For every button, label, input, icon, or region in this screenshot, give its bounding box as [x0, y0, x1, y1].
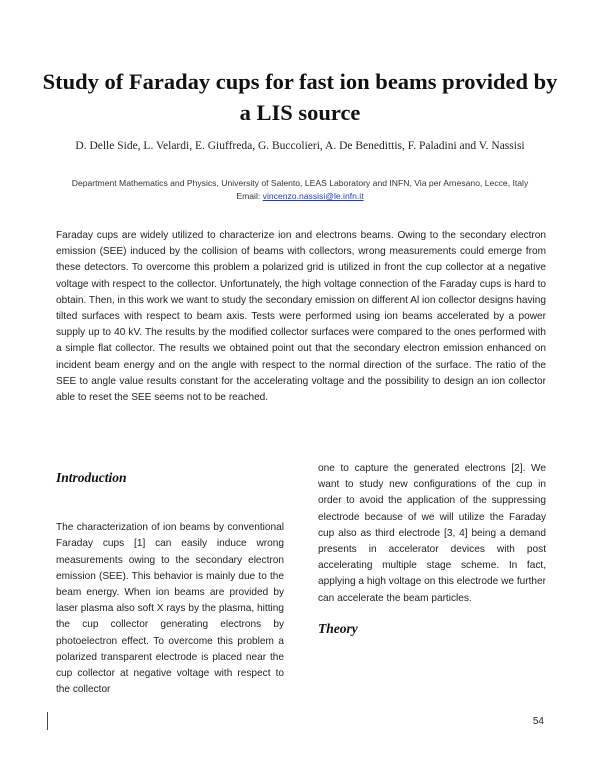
email-label: Email: — [236, 191, 261, 201]
email-line — [40, 190, 560, 203]
left-column — [56, 470, 284, 698]
introduction-heading: Introduction — [56, 470, 127, 485]
margin-bar — [47, 712, 48, 730]
paper-title: Study of Faraday cups for fast ion beams provided by a LIS source — [42, 69, 558, 125]
theory-heading: Theory — [318, 620, 358, 636]
email-link[interactable]: vincenzo.nassisi@le.infn.it — [262, 191, 364, 201]
introduction-paragraph-right: one to capture the generated electrons [2]. We want to study new configurations of the cup in order to avoid the application of the suppressing electrode because of we will utilize the Faraday cup also as third electrode [3, 4] being a demand presents in accelerator devices with post accelerating multiple stage scheme. In fact, applying a high voltage on this electrode we further can accelerate the beam particles. — [318, 463, 546, 604]
right-column — [318, 461, 546, 637]
affiliation-block — [40, 177, 560, 203]
abstract: Faraday cups are widely utilized to characterize ion and electrons beams. Owing to the secondary electron emission (SEE) induced by the collision of beams with collectors, wrong measurements could emerge from these detectors. To overcome this problem a polarized grid is utilized in front the cup collector at a negative voltage with respect to the collector. Unfortunately, the high voltage connection of the Faraday cups is hard to obtain. Then, in this work we want to study the secondary emission on different Al ion collector designs having tilted surfaces with respect to beam axis. Tests were performed using ion beams accelerated by a power supply up to 40 kV. The results by the modified collector surfaces were compared to the ones performed with a simple flat collector. The results we obtained point out that the secondary electron emission enhanced on incident beam energy and on the angle with respect to the normal direction of the surface. The ratio of the SEE to angle value results constant for the accelerating voltage and the possibility to design an ion collector able to reset the SEE seems not to be reached. — [56, 230, 547, 404]
page-number: 54 — [532, 716, 544, 727]
affiliation: Department Mathematics and Physics, University of Salento, LEAS Laboratory and INFN, Via per Arnesano, Lecce, Italy — [71, 178, 529, 188]
introduction-paragraph-left: The characterization of ion beams by conventional Faraday cups [1] can easily induce wrong measurements owing to the secondary electron emission (SEE). This behavior is mainly due to the beam energy. When ion beams are provided by laser plasma also soft X rays by the plasma, hitting the cup collector generating electrons by photoelectron effect. To overcome this problem a polarized transparent electrode is placed near the cup collector at negative voltage with respect to the collector — [56, 522, 284, 696]
author-list: D. Delle Side, L. Velardi, E. Giuffreda, G. Buccolieri, A. De Benedittis, F. Paladini and V. Nassisi — [75, 140, 525, 152]
